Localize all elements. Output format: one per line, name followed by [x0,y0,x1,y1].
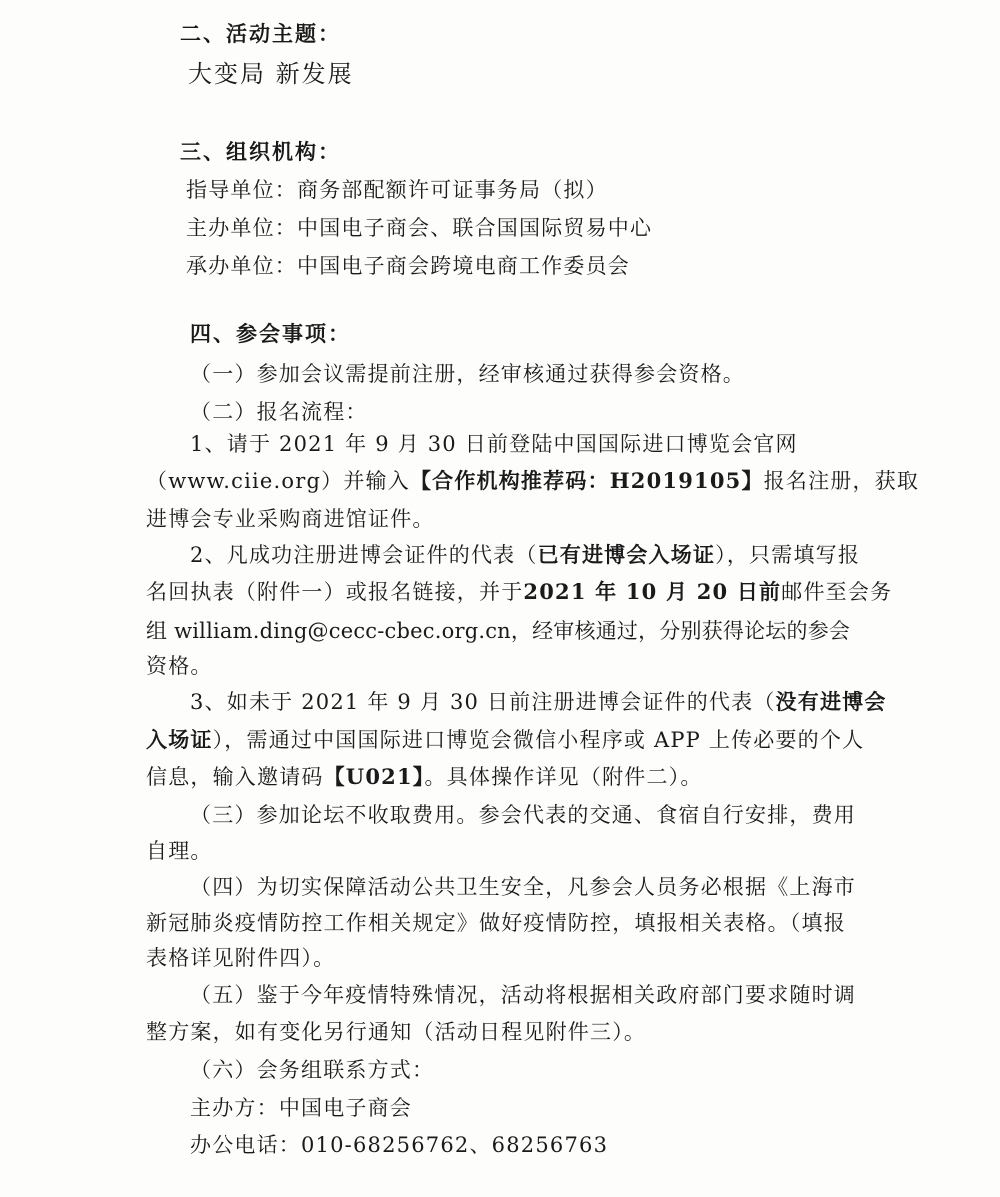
item-5-line-2: 整方案，如有变化另行通知（活动日程见附件三）。 [146,1020,647,1044]
step-3-line-2 [146,726,864,754]
section-heading-attendance: 四、参会事项： [190,321,351,346]
step-2-line-4: 资格。 [146,654,213,678]
item-3-line-1: （三）参加论坛不收取费用。参会代表的交通、食宿自行安排，费用 [190,803,856,827]
item-1: （一）参加会议需提前注册，经审核通过获得参会资格。 [190,362,745,386]
step-3-line-3 [146,763,703,791]
sponsor-label: 主办方： [190,1096,279,1120]
organizer-unit-label: 承办单位： [186,254,297,278]
step-3-line-1 [190,688,887,716]
step-3-line-1-a: 3、如未于 2021 年 9 月 30 日前注册进博会证件的代表（ [190,690,776,714]
no-pass-text: 没有进博会 [775,689,887,714]
item-2: （二）报名流程： [190,400,368,424]
host-unit [186,214,652,242]
step-1-line-1: 1、请于 2021 年 9 月 30 日前登陆中国国际进口博览会官网 [190,432,798,456]
referral-code: 【合作机构推荐码：H2019105】 [409,468,764,493]
step-2-line-3: 组 william.ding@cecc-cbec.org.cn，经审核通过，分别获得论坛的参会 [146,619,851,643]
phone-label: 办公电话： [190,1133,301,1157]
guide-unit-value: 商务部配额许可证事务局（拟） [297,178,608,202]
step-2-line-2-a: 名回执表（附件一）或报名链接，并于 [146,580,524,604]
step-2-line-2 [146,578,892,606]
host-unit-label: 主办单位： [186,216,297,240]
item-4-line-1: （四）为切实保障活动公共卫生安全，凡参会人员务必根据《上海市 [190,875,856,899]
item-3-line-2: 自理。 [146,839,213,863]
step-2-line-1-c: ），只需填写报 [715,543,861,567]
item-5-line-1: （五）鉴于今年疫情特殊情况，活动将根据相关政府部门要求随时调 [190,983,856,1007]
invite-code: 【U021】 [323,764,425,789]
step-3-line-3-a: 信息，输入邀请码 [146,765,324,789]
phone-value: 010-68256762、68256763 [301,1133,609,1157]
theme-text: 大变局 新发展 [188,60,354,88]
host-unit-value: 中国电子商会、联合国国际贸易中心 [297,216,653,240]
has-pass-text: 已有进博会入场证 [537,542,716,567]
guide-unit [186,176,608,204]
step-3-line-3-c: 。具体操作详见（附件二）。 [424,765,703,789]
step-3-line-2-b: ），需通过中国国际进口博览会微信小程序或 APP 上传必要的个人 [212,728,865,752]
phone-line [190,1131,608,1159]
step-1-line-3: 进博会专业采购商进馆证件。 [146,507,435,531]
step-1-line-2 [146,467,919,495]
step-2-line-2-c: 邮件至会务 [781,580,893,604]
sponsor-value: 中国电子商会 [278,1096,413,1120]
item-6-heading: （六）会务组联系方式： [190,1058,435,1082]
guide-unit-label: 指导单位： [186,178,297,202]
item-4-line-3: 表格详见附件四）。 [146,946,336,970]
step-2-line-1 [190,541,860,569]
sponsor-line [190,1094,412,1122]
deadline-text: 2021 年 10 月 20 日前 [523,579,782,604]
organizer-unit [186,252,630,280]
step-1-line-2-end: 报名注册，获取 [763,469,920,493]
item-4-line-2: 新冠肺炎疫情防控工作相关规定》做好疫情防控，填报相关表格。（填报 [146,911,846,935]
no-pass-text-end: 入场证 [146,727,213,752]
section-heading-organization: 三、组织机构： [180,139,341,164]
organizer-unit-value: 中国电子商会跨境电商工作委员会 [297,254,630,278]
section-heading-theme: 二、活动主题： [180,21,341,46]
step-2-line-1-a: 2、凡成功注册进博会证件的代表（ [190,543,538,567]
website-text: （www.ciie.org）并输入 [146,469,410,493]
